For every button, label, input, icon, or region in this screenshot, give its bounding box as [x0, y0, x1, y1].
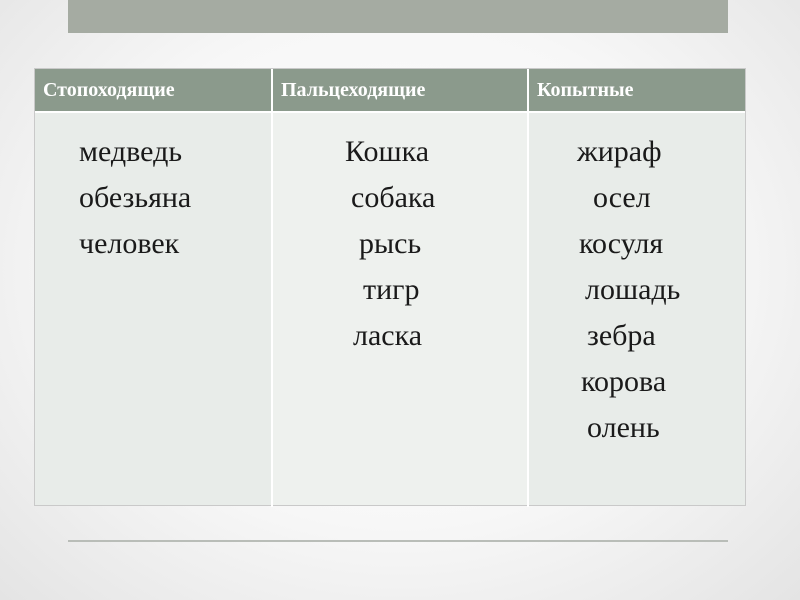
- table-header-row: [35, 69, 745, 113]
- list-item: тигр: [363, 273, 420, 306]
- list-item: рысь: [359, 227, 422, 260]
- header-plantigrade: Стопоходящие: [43, 79, 175, 101]
- table-body-row: [35, 113, 745, 505]
- list-item: человек: [79, 227, 180, 260]
- list-item: Кошка: [345, 135, 430, 168]
- column-divider: [527, 69, 529, 507]
- bottom-divider-line: [68, 540, 728, 542]
- column-plantigrade: [35, 113, 271, 505]
- column-divider: [271, 69, 273, 507]
- list-item: зебра: [587, 319, 656, 352]
- list-item: лошадь: [585, 273, 681, 306]
- column-ungulates: [529, 113, 745, 505]
- animals-table: [34, 68, 746, 506]
- header-ungulates: Копытные: [537, 79, 634, 101]
- list-item: жираф: [577, 135, 662, 168]
- list-item: олень: [587, 411, 660, 444]
- list-item: косуля: [579, 227, 664, 260]
- list-item: осел: [593, 181, 651, 214]
- column-digitigrade: [273, 113, 527, 505]
- list-item: медведь: [79, 135, 183, 168]
- list-item: ласка: [353, 319, 423, 352]
- list-item: собака: [351, 181, 436, 214]
- list-item: обезьяна: [79, 181, 192, 214]
- top-decor-bar: [68, 0, 728, 33]
- header-digitigrade: Пальцеходящие: [281, 79, 426, 101]
- list-item: корова: [581, 365, 667, 398]
